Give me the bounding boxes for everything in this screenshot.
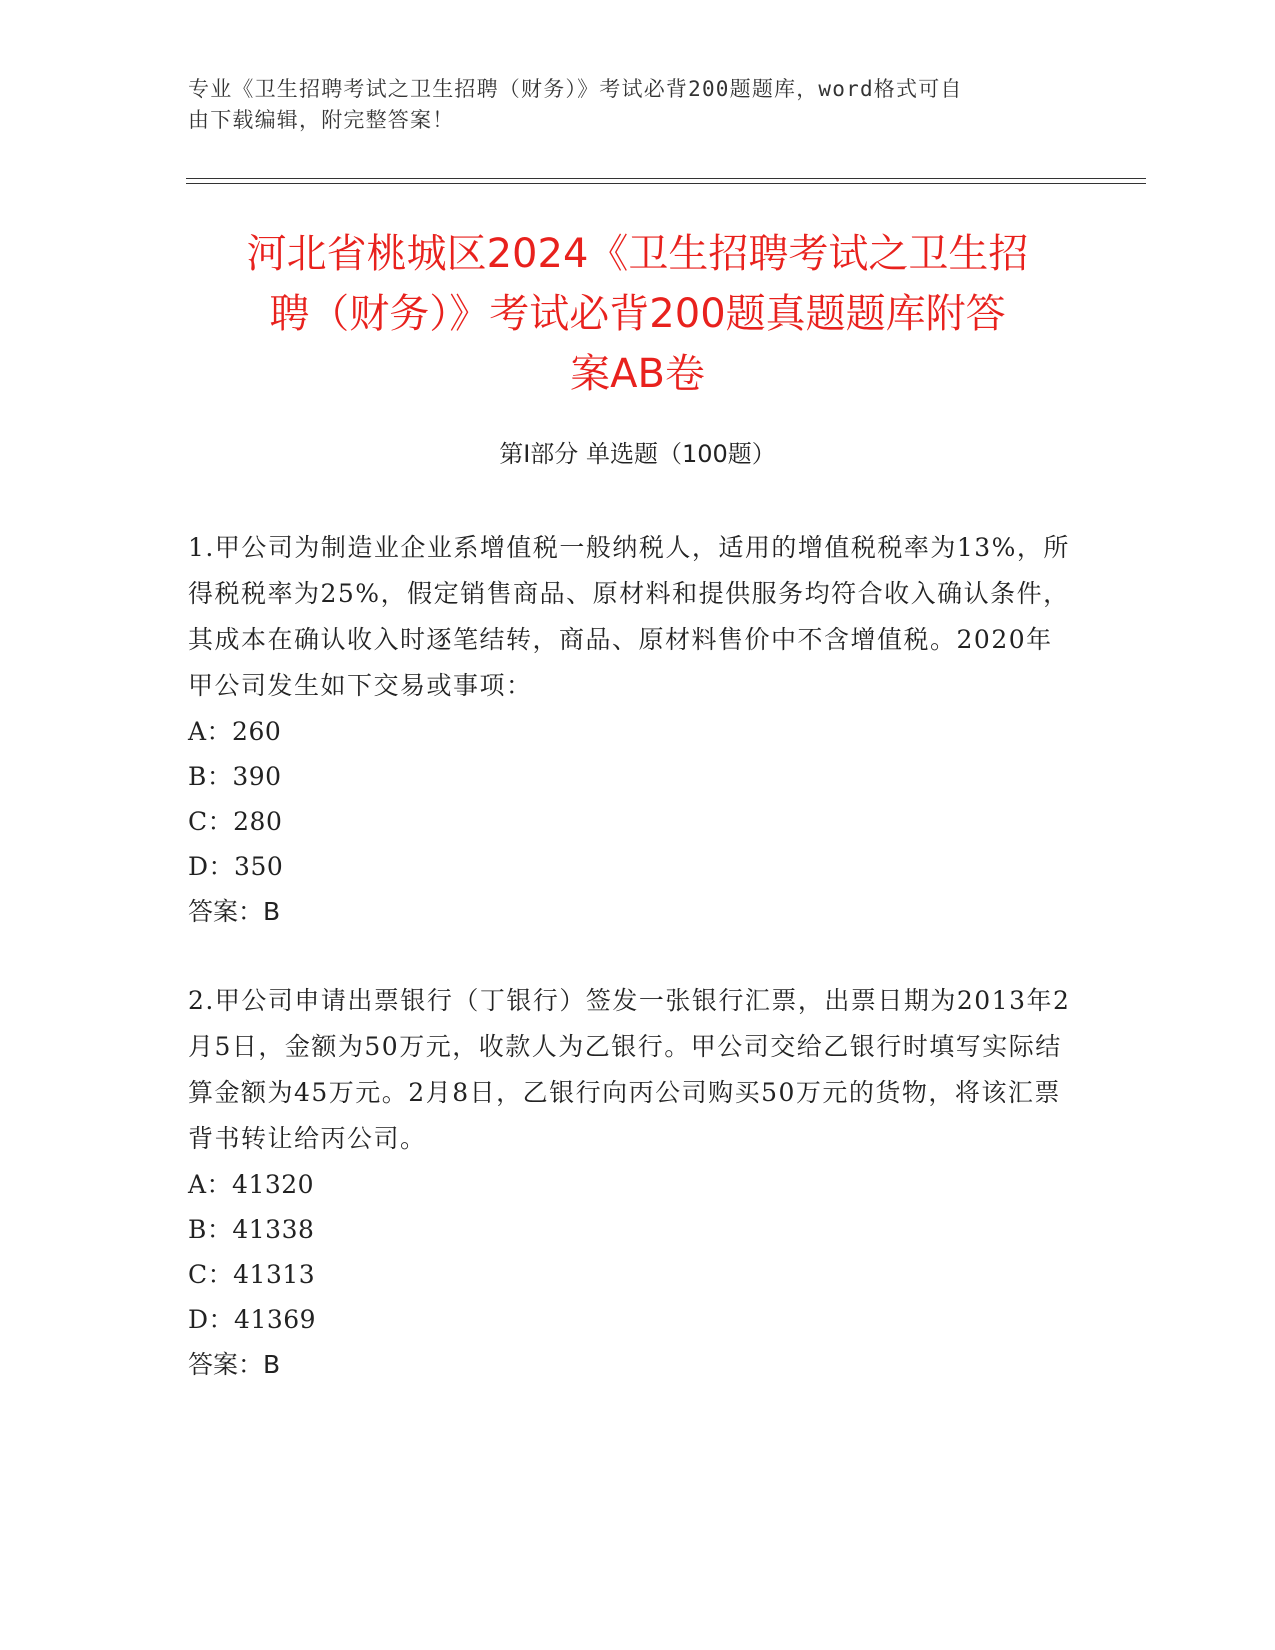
header-note bbox=[188, 74, 1088, 136]
question-2 bbox=[188, 978, 1078, 1388]
question-1-option-d: D：350 bbox=[188, 852, 284, 881]
question-1-option-a: A：260 bbox=[188, 717, 282, 746]
question-2-answer: 答案：B bbox=[188, 1350, 281, 1379]
question-2-options bbox=[188, 1162, 1078, 1342]
question-1-text: 1.甲公司为制造业企业系增值税一般纳税人，适用的增值税税率为13%，所得税税率为25%，假定销售商品、原材料和提供服务均符合收入确认条件，其成本在确认收入时逐笔结转，商品、原材料售价中不含增值税。2020年甲公司发生如下交易或事项： bbox=[188, 533, 1070, 700]
question-1 bbox=[188, 525, 1078, 935]
document-title-line-1: 河北省桃城区2024《卫生招聘考试之卫生招 bbox=[246, 231, 1029, 277]
question-2-option-d: D：41369 bbox=[188, 1305, 317, 1334]
header-divider-bottom bbox=[186, 183, 1146, 184]
question-1-option-c: C：280 bbox=[188, 807, 283, 836]
question-1-answer: 答案：B bbox=[188, 897, 281, 926]
document-title bbox=[170, 224, 1105, 404]
question-2-option-c: C：41313 bbox=[188, 1260, 316, 1289]
question-1-option-b: B：390 bbox=[188, 762, 282, 791]
header-note-line-2: 由下载编辑，附完整答案！ bbox=[188, 108, 455, 132]
question-2-option-a: A：41320 bbox=[188, 1170, 315, 1199]
document-title-line-3: 案AB卷 bbox=[570, 351, 705, 397]
section-heading: 第Ⅰ部分 单选题（100题） bbox=[499, 440, 776, 468]
question-2-text: 2.甲公司申请出票银行（丁银行）签发一张银行汇票，出票日期为2013年2月5日，金额为50万元，收款人为乙银行。甲公司交给乙银行时填写实际结算金额为45万元。2月8日，乙银行向丙公司购买50万元的货物，将该汇票背书转让给丙公司。 bbox=[188, 986, 1071, 1153]
document-title-line-2: 聘（财务）》考试必背200题真题题库附答 bbox=[269, 291, 1006, 337]
question-1-options bbox=[188, 709, 1078, 889]
question-2-option-b: B：41338 bbox=[188, 1215, 315, 1244]
header-note-line-1: 专业《卫生招聘考试之卫生招聘（财务）》考试必背200题题库，word格式可自 bbox=[188, 77, 963, 101]
header-divider-top bbox=[186, 178, 1146, 179]
